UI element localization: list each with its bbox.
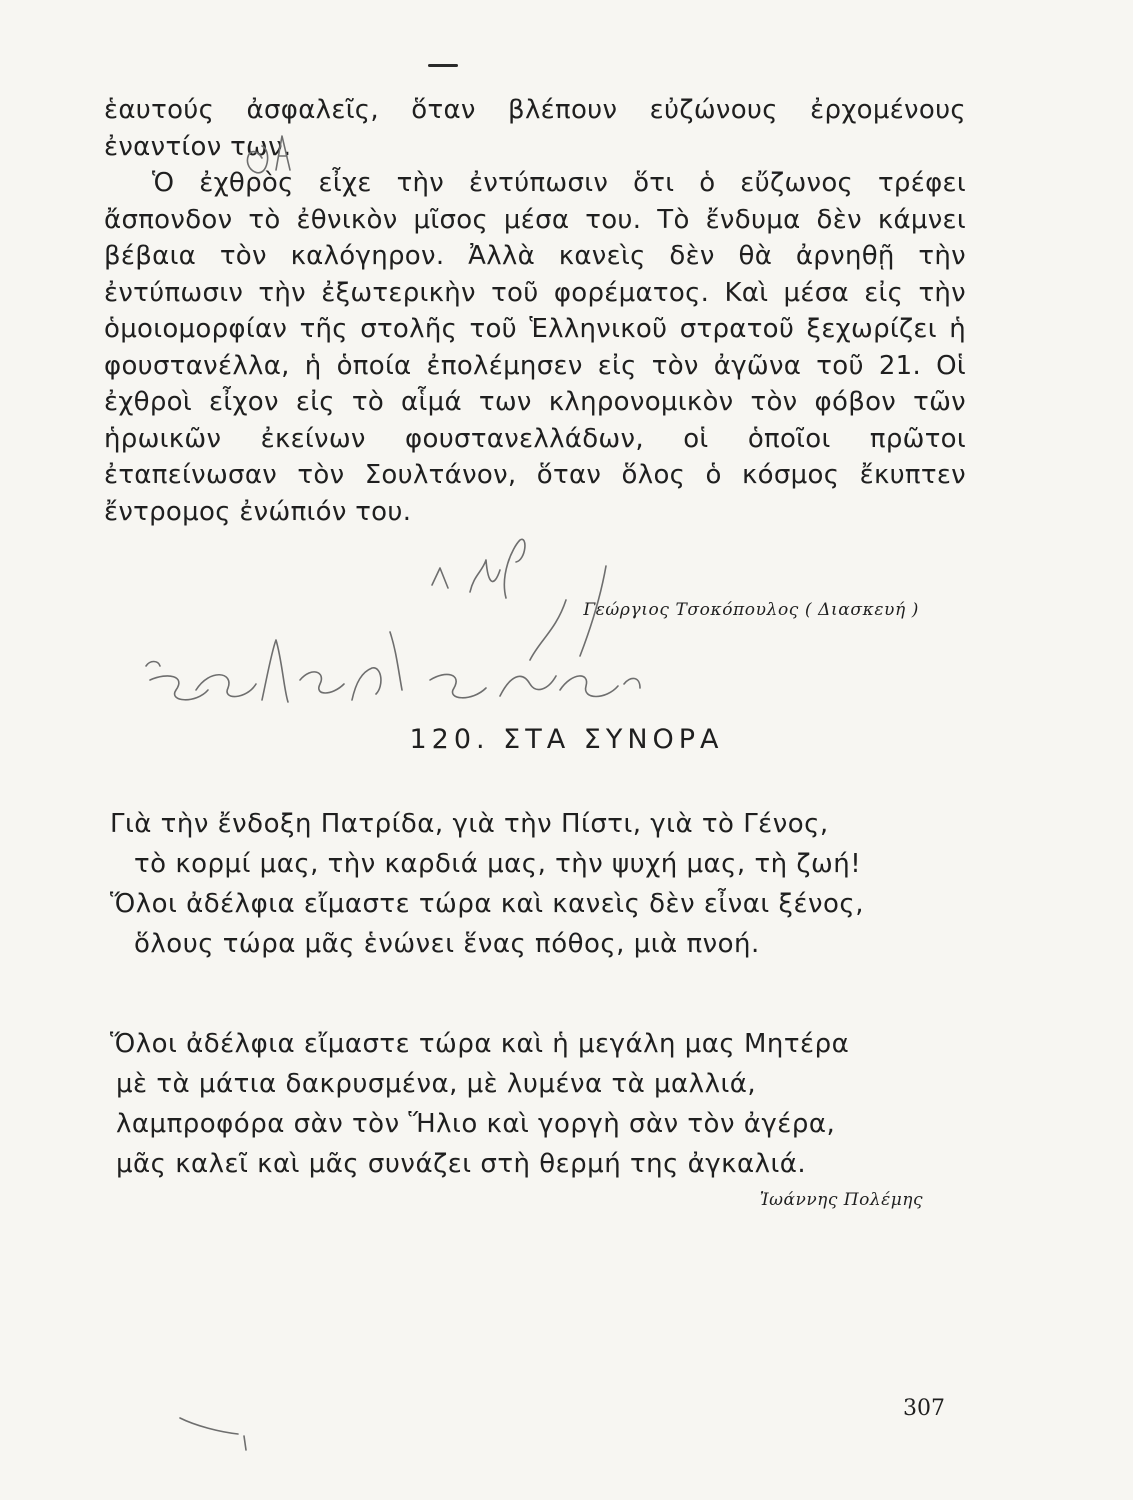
article-text [104, 92, 966, 530]
poem-stanza [110, 1024, 990, 1184]
poem-line: μὲ τὰ μάτια δακρυσμένα, μὲ λυμένα τὰ μαλλιά, [116, 1069, 757, 1099]
poem-line: μᾶς καλεῖ καὶ μᾶς συνάζει στὴ θερμή της ἀγκαλιά. [116, 1149, 807, 1179]
poem-line: τὸ κορμί μας, τὴν καρδιά μας, τὴν ψυχή μας, τὴ ζωή! [134, 849, 862, 879]
poem-line: ὅλους τώρα μᾶς ἑνώνει ἕνας πόθος, μιὰ πνοή. [134, 929, 760, 959]
poem-title: 120. ΣΤΑ ΣΥΝΟΡΑ [409, 724, 724, 755]
poem-author: Ἰωάννης Πολέμης [759, 1190, 923, 1210]
poem-line: Ὅλοι ἀδέλφια εἴμαστε τώρα καὶ ἡ μεγάλη μας Μητέρα [110, 1029, 850, 1059]
page-top-dash [428, 64, 458, 67]
article-paragraph: ἑαυτούς ἀσφαλεῖς, ὅταν βλέπουν εὐζώνους ἐρχομένους ἐναντίον των. [104, 95, 966, 162]
page-number: 307 [903, 1396, 945, 1421]
poem-line: Ὅλοι ἀδέλφια εἴμαστε τώρα καὶ κανεὶς δὲν εἶναι ξένος, [110, 889, 864, 919]
poem-stanza [110, 804, 990, 964]
article-paragraph: Ὁ ἐχθρὸς εἶχε τὴν ἐντύπωσιν ὅτι ὁ εὔζωνος τρέφει ἄσπονδον τὸ ἐθνικὸν μῖσος μέσα του. Τὸ ἔνδυμα δὲν κάμνει βέβαια τὸν καλόγηρον. Ἀλλὰ κανεὶς δὲν θὰ ἀρνηθῇ τὴν ἐντύπωσιν τὴν ἐξωτερικὴν τοῦ φορέματος. Καὶ μέσα εἰς τὴν ὁμοιομορφίαν τῆς στολῆς τοῦ Ἑλληνικοῦ στρατοῦ ξεχωρίζει ἡ φουστανέλλα, ἡ ὁποία ἐπολέμησεν εἰς τὸν ἀγῶνα τοῦ 21. Οἱ ἐχθροὶ εἶχον εἰς τὸ αἷμά των κληρονομικὸν τὸν φόβον τῶν ἡρωικῶν ἐκείνων φουστανελλάδων, οἱ ὁποῖοι πρῶτοι ἐταπείνωσαν τὸν Σουλτάνον, ὅταν ὅλος ὁ κόσμος ἔκυπτεν ἔντρομος ἐνώπιόν του. [104, 168, 966, 527]
poem-line: λαμπροφόρα σὰν τὸν Ἥλιο καὶ γοργὴ σὰν τὸν ἀγέρα, [116, 1109, 836, 1139]
article-attribution: Γεώργιος Τσοκόπουλος ( Διασκευή ) [583, 600, 919, 620]
poem-line: Γιὰ τὴν ἔνδοξη Πατρίδα, γιὰ τὴν Πίστι, γιὰ τὸ Γένος, [110, 809, 829, 839]
